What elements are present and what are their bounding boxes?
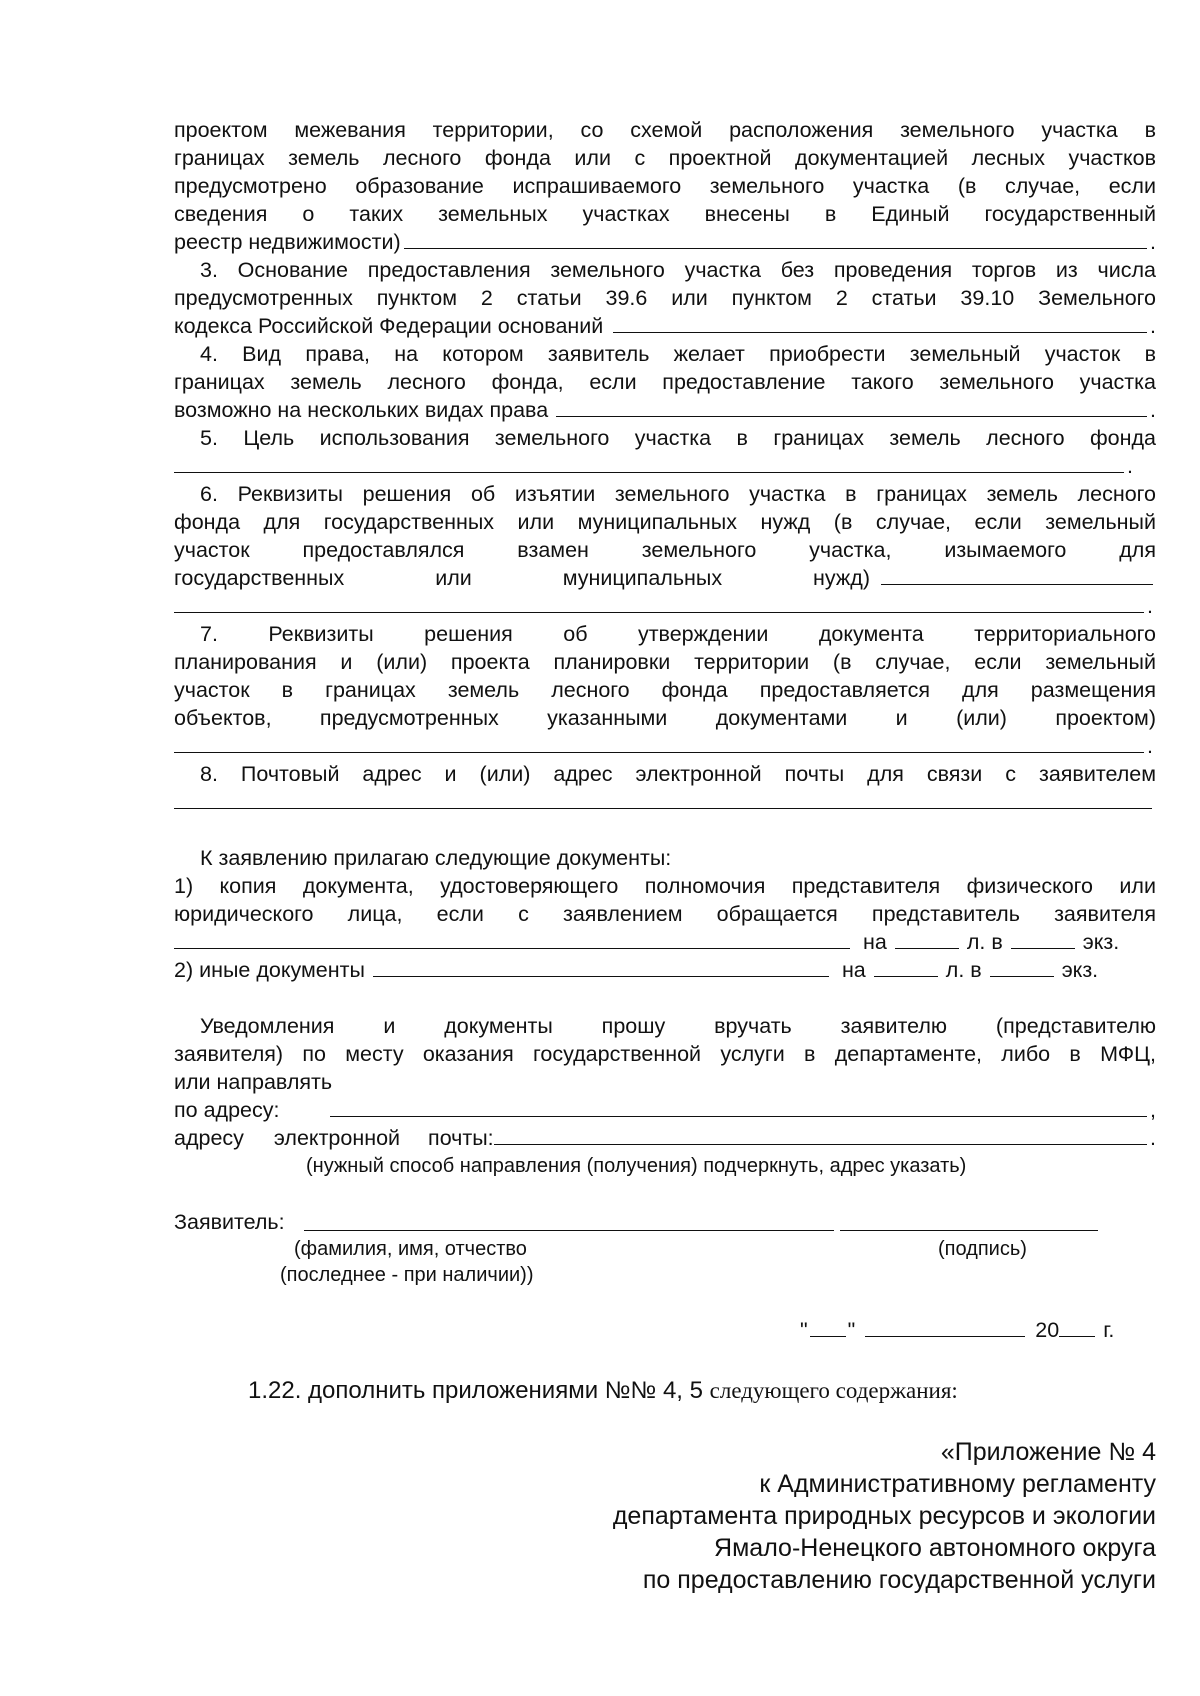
notices-line1: Уведомления и документы прошу вручать заявителю (представителю	[200, 1014, 1156, 1038]
delivery-hint: (нужный способ направления (получения) подчеркнуть, адрес указать)	[306, 1155, 967, 1177]
para6-line4	[174, 564, 1156, 592]
date-month-blank[interactable]	[865, 1316, 1025, 1337]
amendment-text: 1.22. дополнить приложениями №№ 4, 5	[248, 1377, 703, 1404]
attachment2-text: 2) иные документы	[174, 958, 365, 982]
attachment1-line3	[174, 928, 1156, 956]
date-year-prefix: 20	[1035, 1318, 1060, 1342]
attachment1-copies[interactable]	[1011, 928, 1075, 949]
para2-line2: границах земель лесного фонда или с проектной документацией лесных участков	[174, 146, 1156, 170]
para2-line1: проектом межевания территории, со схемой расположения земельного участка в	[174, 118, 1156, 142]
attachment1-na: на	[863, 930, 887, 954]
para6-line2: фонда для государственных или муниципальных нужд (в случае, если земельный	[174, 510, 1156, 534]
date-year-blank[interactable]	[1059, 1316, 1095, 1337]
attachment2-blank[interactable]	[373, 956, 829, 977]
date-line	[800, 1316, 1130, 1344]
para7-line1: 7. Реквизиты решения об утверждении документа территориального	[200, 622, 1156, 646]
date-g: г.	[1103, 1318, 1115, 1342]
para3-line3-text: кодекса Российской Федерации оснований	[174, 314, 604, 338]
notices-line2: заявителя) по месту оказания государственной услуги в департаменте, либо в МФЦ,	[174, 1042, 1156, 1066]
registry-blank[interactable]	[404, 228, 1147, 249]
para5-line2: .	[174, 452, 1156, 480]
email-line: адресу электронной почты: .	[174, 1126, 1156, 1150]
date-day-blank[interactable]	[810, 1316, 846, 1337]
attachment2-copies[interactable]	[990, 956, 1054, 977]
address-blank[interactable]	[330, 1096, 1147, 1117]
para7-line2: планирования и (или) проекта планировки территории (в случае, если земельный	[174, 650, 1156, 674]
appendix-line5: по предоставлению государственной услуги	[642, 1566, 1156, 1594]
para6-line3: участок предоставлялся взамен земельного участка, изымаемого для	[174, 538, 1156, 562]
attachment2-sheets[interactable]	[874, 956, 938, 977]
withdrawal-blank-2[interactable]	[174, 592, 1144, 613]
attachment1-ekz: экз.	[1082, 930, 1120, 954]
para4-line1: 4. Вид права, на котором заявитель желает приобрести земельный участок в	[200, 342, 1156, 366]
para7-line3: участок в границах земель лесного фонда предоставляется для размещения	[174, 678, 1156, 702]
applicant-name-blank[interactable]	[304, 1230, 834, 1231]
planning-blank[interactable]	[174, 732, 1144, 753]
amendment-line	[248, 1374, 1108, 1408]
para7-line4: объектов, предусмотренных указанными документами и (или) проектом)	[174, 706, 1156, 730]
para2-line3: предусмотрено образование испрашиваемого земельного участка (в случае, если	[174, 174, 1156, 198]
notices-line3: или направлять	[174, 1070, 333, 1094]
signature-hint: (подпись)	[938, 1238, 1027, 1260]
para2-line5: реестр недвижимости) .	[174, 230, 1156, 254]
date-quote-close: "	[847, 1318, 856, 1342]
para5-line1: 5. Цель использования земельного участка в границах земель лесного фонда	[200, 426, 1156, 450]
para6-line4-text: государственных или муниципальных нужд)	[174, 566, 870, 590]
para2-line4: сведения о таких земельных участках внесены в Единый государственный	[174, 202, 1156, 226]
para8-line1: 8. Почтовый адрес и (или) адрес электронной почты для связи с заявителем	[200, 762, 1156, 786]
para4-line3: возможно на нескольких видах права .	[174, 398, 1156, 422]
para6-line5: .	[174, 592, 1156, 620]
appendix-title: «Приложение № 4	[940, 1438, 1156, 1466]
para2-line5-text: реестр недвижимости)	[174, 230, 401, 254]
attachment1-line1: 1) копия документа, удостоверяющего полномочия представителя физического или	[174, 874, 1156, 898]
para3-line1: 3. Основание предоставления земельного участка без проведения торгов из числа	[200, 258, 1156, 282]
attachments-intro: К заявлению прилагаю следующие документы:	[200, 846, 672, 870]
applicant-label: Заявитель:	[174, 1210, 285, 1234]
address-label: по адресу:	[174, 1098, 280, 1122]
para4-line2: границах земель лесного фонда, если предоставление такого земельного участка	[174, 370, 1156, 394]
contact-blank[interactable]	[174, 808, 1152, 809]
withdrawal-blank-1[interactable]	[881, 564, 1153, 585]
email-word1: адресу	[174, 1126, 244, 1150]
purpose-blank[interactable]	[174, 452, 1124, 473]
para3-line2: предусмотренных пунктом 2 статьи 39.6 или пунктом 2 статьи 39.10 Земельного	[174, 286, 1156, 310]
attachment2-na: на	[841, 958, 866, 982]
fio-hint-line2: (последнее - при наличии))	[280, 1264, 534, 1286]
email-blank[interactable]	[494, 1124, 1147, 1145]
para3-line3: кодекса Российской Федерации оснований .	[174, 314, 1156, 338]
appendix-line2: к Административному регламенту	[759, 1470, 1156, 1498]
attachment1-line2: юридического лица, если с заявлением обращается представитель заявителя	[174, 902, 1156, 926]
para4-line3-text: возможно на нескольких видах права	[174, 398, 549, 422]
amendment-serif-text: следующего содержания:	[709, 1378, 958, 1403]
email-word2: электронной	[273, 1126, 401, 1150]
email-word3: почты:	[428, 1126, 494, 1150]
appendix-line3: департамента природных ресурсов и экологии	[612, 1502, 1156, 1530]
right-type-blank[interactable]	[556, 396, 1147, 417]
para7-line5: .	[174, 732, 1156, 760]
applicant-signature-blank[interactable]	[840, 1230, 1098, 1231]
attachment1-lv: л. в	[966, 930, 1003, 954]
attachment2-lv: л. в	[945, 958, 982, 982]
attachment1-blank[interactable]	[174, 928, 850, 949]
grounds-blank[interactable]	[613, 312, 1147, 333]
date-quote-open: "	[800, 1318, 808, 1342]
para6-line1: 6. Реквизиты решения об изъятии земельного участка в границах земель лесного	[200, 482, 1156, 506]
attachment2-ekz: экз.	[1061, 958, 1099, 982]
fio-hint-line1: (фамилия, имя, отчество	[294, 1238, 527, 1260]
address-line: по адресу: ,	[174, 1098, 1156, 1122]
appendix-line4: Ямало-Ненецкого автономного округа	[714, 1534, 1156, 1562]
attachment1-sheets[interactable]	[895, 928, 959, 949]
attachment2-line	[174, 956, 1156, 984]
